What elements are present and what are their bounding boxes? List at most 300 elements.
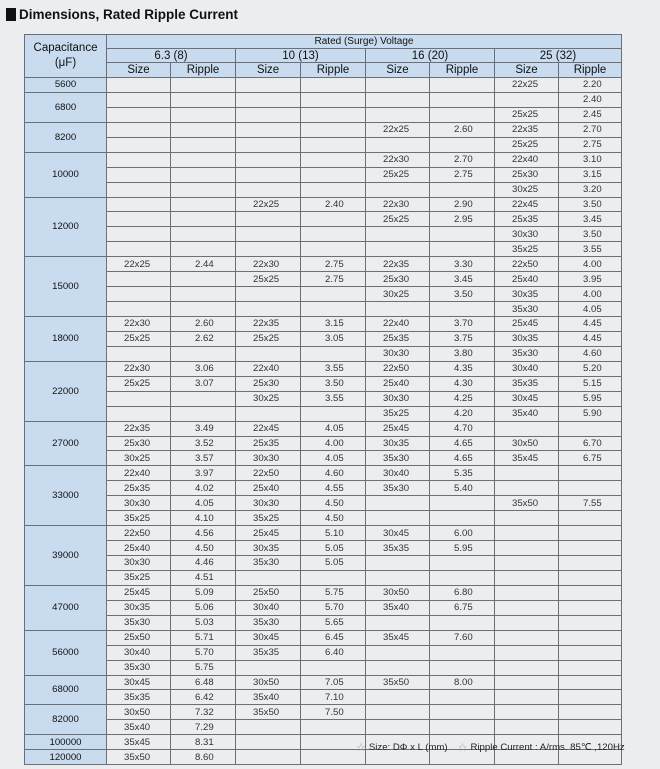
size-cell: [366, 720, 430, 735]
size-cell: [366, 137, 430, 152]
capacitance-cell: 68000: [25, 675, 107, 705]
ripple-cell: [430, 107, 495, 122]
size-cell: [495, 585, 559, 600]
capacitance-cell: 6800: [25, 92, 107, 122]
ripple-cell: [430, 690, 495, 705]
ripple-cell: 5.10: [301, 526, 366, 541]
ripple-cell: [301, 182, 366, 197]
size-cell: 22x30: [366, 152, 430, 167]
star-icon: ☆: [457, 742, 468, 754]
ripple-cell: 5.90: [559, 406, 622, 421]
size-cell: [366, 570, 430, 585]
table-row: [25, 585, 622, 600]
size-cell: [366, 242, 430, 257]
size-cell: 35x25: [366, 406, 430, 421]
size-cell: 22x25: [107, 257, 171, 272]
black-square-icon: [6, 8, 16, 21]
table-row: [25, 391, 622, 406]
ripple-cell: 5.05: [301, 541, 366, 556]
ripple-cell: 2.90: [430, 197, 495, 212]
size-cell: [495, 511, 559, 526]
size-cell: 30x40: [236, 600, 301, 615]
size-cell: [107, 152, 171, 167]
size-cell: [495, 421, 559, 436]
ripple-cell: 4.70: [430, 421, 495, 436]
ripple-cell: 2.40: [559, 92, 622, 107]
size-cell: 35x35: [366, 541, 430, 556]
ripple-cell: 3.10: [559, 152, 622, 167]
capacitance-cell: 27000: [25, 421, 107, 466]
size-cell: 30x35: [366, 436, 430, 451]
table-row: [25, 556, 622, 571]
ripple-cell: [171, 78, 236, 93]
size-cell: 25x40: [366, 376, 430, 391]
table-row: [25, 421, 622, 436]
ripple-cell: 2.45: [559, 107, 622, 122]
ripple-cell: 2.75: [301, 272, 366, 287]
size-cell: 35x25: [107, 511, 171, 526]
ripple-cell: 5.15: [559, 376, 622, 391]
ripple-cell: [559, 615, 622, 630]
size-cell: [366, 660, 430, 675]
size-cell: [495, 526, 559, 541]
size-cell: [236, 78, 301, 93]
ripple-cell: 2.60: [430, 122, 495, 137]
table-row: [25, 212, 622, 227]
size-cell: [236, 227, 301, 242]
table-row: [25, 122, 622, 137]
table-row: [25, 675, 622, 690]
size-cell: [236, 242, 301, 257]
size-cell: [236, 212, 301, 227]
size-cell: 25x30: [366, 272, 430, 287]
size-cell: 30x45: [107, 675, 171, 690]
ripple-cell: 4.65: [430, 451, 495, 466]
size-cell: 35x30: [107, 660, 171, 675]
ripple-cell: [430, 705, 495, 720]
ripple-cell: 6.70: [559, 436, 622, 451]
size-cell: [366, 302, 430, 317]
section-title: [6, 7, 238, 22]
size-cell: 30x30: [107, 496, 171, 511]
size-cell: 22x45: [495, 197, 559, 212]
ripple-cell: [430, 615, 495, 630]
size-cell: [495, 570, 559, 585]
ripple-cell: 3.45: [430, 272, 495, 287]
size-cell: 22x30: [236, 257, 301, 272]
ripple-cell: [301, 107, 366, 122]
ripple-cell: [430, 78, 495, 93]
size-cell: 35x25: [107, 570, 171, 585]
ripple-cell: 6.00: [430, 526, 495, 541]
rated-voltage-header: Rated (Surge) Voltage: [107, 35, 622, 49]
ripple-cell: 4.25: [430, 391, 495, 406]
ripple-cell: [430, 556, 495, 571]
size-cell: 30x50: [495, 436, 559, 451]
size-cell: 30x50: [236, 675, 301, 690]
ripple-cell: 4.60: [559, 346, 622, 361]
ripple-cell: 3.50: [430, 287, 495, 302]
table-row: [25, 615, 622, 630]
size-cell: 35x25: [236, 511, 301, 526]
star-icon: ☆: [356, 742, 366, 754]
ripple-cell: [559, 690, 622, 705]
ripple-cell: [559, 570, 622, 585]
ripple-cell: [430, 511, 495, 526]
size-cell: 35x50: [495, 496, 559, 511]
size-cell: 35x50: [366, 675, 430, 690]
table-row: [25, 302, 622, 317]
capacitance-cell: 100000: [25, 735, 107, 750]
ripple-cell: [430, 182, 495, 197]
size-cell: [366, 496, 430, 511]
size-cell: 30x45: [366, 526, 430, 541]
ripple-cell: 5.09: [171, 585, 236, 600]
size-cell: 25x45: [495, 317, 559, 332]
size-cell: 25x30: [495, 167, 559, 182]
capacitance-cell: 22000: [25, 361, 107, 421]
ripple-cell: 4.20: [430, 406, 495, 421]
ripple-cell: 4.56: [171, 526, 236, 541]
capacitance-cell: 56000: [25, 630, 107, 675]
size-cell: 30x50: [366, 585, 430, 600]
ripple-current-table: [24, 34, 625, 765]
table-row: [25, 197, 622, 212]
size-cell: 35x50: [236, 705, 301, 720]
size-cell: [107, 302, 171, 317]
size-header: Size: [366, 63, 430, 78]
ripple-cell: [559, 466, 622, 481]
ripple-cell: 3.75: [430, 331, 495, 346]
ripple-cell: 8.00: [430, 675, 495, 690]
ripple-cell: 5.75: [301, 585, 366, 600]
size-cell: 30x30: [495, 227, 559, 242]
size-cell: [236, 406, 301, 421]
size-cell: 35x50: [107, 750, 171, 765]
ripple-cell: 4.45: [559, 331, 622, 346]
ripple-cell: [430, 720, 495, 735]
size-cell: 25x25: [366, 212, 430, 227]
ripple-cell: [301, 287, 366, 302]
ripple-cell: 3.55: [301, 391, 366, 406]
size-cell: 35x30: [366, 451, 430, 466]
size-cell: 30x30: [236, 451, 301, 466]
ripple-cell: 2.70: [430, 152, 495, 167]
ripple-note: Ripple Current : A/rms. 85℃ ,120Hz: [470, 742, 625, 753]
ripple-cell: [301, 302, 366, 317]
table-row: [25, 600, 622, 615]
ripple-cell: 4.30: [430, 376, 495, 391]
size-cell: 35x30: [107, 615, 171, 630]
ripple-header: Ripple: [171, 63, 236, 78]
ripple-cell: 4.10: [171, 511, 236, 526]
size-cell: [107, 182, 171, 197]
ripple-cell: [301, 660, 366, 675]
size-cell: [236, 346, 301, 361]
ripple-cell: [171, 122, 236, 137]
ripple-cell: 6.75: [430, 600, 495, 615]
table-row: [25, 152, 622, 167]
size-cell: 30x45: [495, 391, 559, 406]
size-cell: 22x30: [366, 197, 430, 212]
size-cell: 35x40: [495, 406, 559, 421]
size-header: Size: [495, 63, 559, 78]
ripple-cell: 6.45: [301, 630, 366, 645]
size-cell: 35x35: [236, 645, 301, 660]
ripple-cell: 4.05: [559, 302, 622, 317]
table-row: [25, 272, 622, 287]
size-note: Size: DΦ x L (mm): [368, 742, 448, 753]
size-cell: [495, 660, 559, 675]
size-cell: [495, 615, 559, 630]
size-cell: 35x25: [495, 242, 559, 257]
size-cell: [107, 391, 171, 406]
size-cell: 22x40: [495, 152, 559, 167]
table-row: [25, 317, 622, 332]
size-cell: [107, 242, 171, 257]
size-cell: 25x50: [236, 585, 301, 600]
ripple-cell: 7.32: [171, 705, 236, 720]
ripple-cell: 5.65: [301, 615, 366, 630]
ripple-cell: [559, 481, 622, 496]
ripple-cell: 4.05: [301, 451, 366, 466]
ripple-cell: 3.15: [301, 317, 366, 332]
ripple-cell: 4.02: [171, 481, 236, 496]
table-row: [25, 570, 622, 585]
capacitance-header: Capacitance (μF): [25, 35, 107, 78]
table-row: [25, 466, 622, 481]
ripple-cell: 4.00: [559, 257, 622, 272]
size-cell: 30x45: [236, 630, 301, 645]
ripple-cell: [430, 496, 495, 511]
size-cell: [495, 466, 559, 481]
size-cell: 22x45: [236, 421, 301, 436]
capacitance-cell: 18000: [25, 317, 107, 362]
size-cell: 25x25: [107, 376, 171, 391]
size-cell: 25x35: [495, 212, 559, 227]
ripple-cell: 4.46: [171, 556, 236, 571]
ripple-cell: 3.50: [559, 227, 622, 242]
ripple-cell: [559, 526, 622, 541]
ripple-cell: [301, 406, 366, 421]
size-cell: 22x25: [236, 197, 301, 212]
size-cell: [495, 556, 559, 571]
table-body: [25, 78, 625, 765]
ripple-cell: [430, 242, 495, 257]
ripple-cell: [559, 421, 622, 436]
size-cell: 25x35: [107, 481, 171, 496]
table-row: [25, 376, 622, 391]
capacitance-cell: 47000: [25, 585, 107, 630]
size-cell: 30x25: [107, 451, 171, 466]
voltage-header-10: 10 (13): [236, 49, 366, 63]
ripple-cell: [559, 630, 622, 645]
ripple-cell: [430, 570, 495, 585]
size-cell: 25x25: [495, 137, 559, 152]
ripple-cell: 5.71: [171, 630, 236, 645]
ripple-header: Ripple: [430, 63, 495, 78]
ripple-cell: 5.05: [301, 556, 366, 571]
ripple-cell: [559, 600, 622, 615]
size-cell: 22x35: [366, 257, 430, 272]
size-cell: [107, 346, 171, 361]
ripple-cell: [171, 197, 236, 212]
size-cell: 25x25: [236, 331, 301, 346]
size-cell: [236, 660, 301, 675]
size-cell: 22x30: [107, 361, 171, 376]
size-cell: 30x40: [107, 645, 171, 660]
ripple-cell: 8.60: [171, 750, 236, 765]
ripple-cell: 2.40: [301, 197, 366, 212]
size-cell: [366, 92, 430, 107]
ripple-cell: 3.15: [559, 167, 622, 182]
ripple-cell: 4.00: [301, 436, 366, 451]
size-cell: 25x50: [107, 630, 171, 645]
size-cell: 35x45: [495, 451, 559, 466]
ripple-header: Ripple: [301, 63, 366, 78]
ripple-cell: 6.80: [430, 585, 495, 600]
size-cell: 25x45: [236, 526, 301, 541]
size-cell: 35x30: [236, 615, 301, 630]
ripple-cell: [301, 78, 366, 93]
ripple-cell: 8.31: [171, 735, 236, 750]
ripple-cell: [171, 107, 236, 122]
size-cell: [236, 137, 301, 152]
table-row: [25, 436, 622, 451]
ripple-cell: 7.60: [430, 630, 495, 645]
voltage-header-16: 16 (20): [366, 49, 495, 63]
size-cell: [366, 511, 430, 526]
size-cell: [236, 182, 301, 197]
ripple-cell: [301, 167, 366, 182]
size-cell: 30x25: [366, 287, 430, 302]
ripple-cell: 4.50: [301, 496, 366, 511]
size-cell: [107, 137, 171, 152]
table-row: [25, 511, 622, 526]
ripple-cell: 3.55: [301, 361, 366, 376]
table-row: [25, 167, 622, 182]
ripple-cell: 6.42: [171, 690, 236, 705]
size-cell: [495, 481, 559, 496]
ripple-cell: 7.29: [171, 720, 236, 735]
size-cell: [366, 78, 430, 93]
size-cell: [107, 122, 171, 137]
ripple-cell: 7.55: [559, 496, 622, 511]
table-row: [25, 346, 622, 361]
capacitance-cell: 15000: [25, 257, 107, 317]
ripple-cell: [171, 406, 236, 421]
size-header: Size: [107, 63, 171, 78]
table-row: [25, 406, 622, 421]
size-cell: [495, 690, 559, 705]
capacitance-cell: 82000: [25, 705, 107, 735]
size-cell: 30x35: [107, 600, 171, 615]
size-cell: 30x30: [107, 556, 171, 571]
size-cell: [366, 615, 430, 630]
ripple-cell: [559, 660, 622, 675]
ripple-cell: 2.75: [301, 257, 366, 272]
table-row: [25, 137, 622, 152]
ripple-cell: 7.10: [301, 690, 366, 705]
size-cell: 30x30: [366, 346, 430, 361]
ripple-cell: 2.70: [559, 122, 622, 137]
size-cell: 25x40: [495, 272, 559, 287]
size-cell: 35x30: [236, 556, 301, 571]
size-cell: [236, 92, 301, 107]
size-cell: [236, 107, 301, 122]
size-cell: [366, 227, 430, 242]
table-row: [25, 720, 622, 735]
size-cell: 25x45: [366, 421, 430, 436]
size-cell: 22x35: [107, 421, 171, 436]
size-cell: 25x35: [236, 436, 301, 451]
ripple-cell: [559, 556, 622, 571]
ripple-cell: 5.95: [430, 541, 495, 556]
ripple-cell: [171, 242, 236, 257]
ripple-cell: [430, 137, 495, 152]
ripple-cell: 5.20: [559, 361, 622, 376]
ripple-cell: 4.00: [559, 287, 622, 302]
size-cell: [236, 750, 301, 765]
ripple-cell: [301, 227, 366, 242]
size-cell: [366, 107, 430, 122]
size-cell: 25x45: [107, 585, 171, 600]
ripple-cell: 3.55: [559, 242, 622, 257]
size-cell: 25x40: [236, 481, 301, 496]
table-footnote: [356, 741, 625, 754]
size-cell: 35x45: [366, 630, 430, 645]
table-row: [25, 227, 622, 242]
size-cell: 22x35: [495, 122, 559, 137]
table-row: [25, 257, 622, 272]
size-cell: [107, 167, 171, 182]
table-row: [25, 660, 622, 675]
ripple-cell: [301, 346, 366, 361]
ripple-cell: [559, 585, 622, 600]
capacitance-cell: 8200: [25, 122, 107, 152]
ripple-cell: 5.06: [171, 600, 236, 615]
capacitance-cell: 120000: [25, 750, 107, 765]
size-cell: 22x50: [107, 526, 171, 541]
voltage-header-25: 25 (32): [495, 49, 622, 63]
size-cell: 22x50: [495, 257, 559, 272]
ripple-cell: [171, 302, 236, 317]
ripple-cell: 4.51: [171, 570, 236, 585]
size-cell: 35x40: [107, 720, 171, 735]
size-cell: [495, 645, 559, 660]
ripple-cell: 4.05: [171, 496, 236, 511]
ripple-cell: 4.35: [430, 361, 495, 376]
table-row: [25, 645, 622, 660]
ripple-cell: 3.50: [301, 376, 366, 391]
ripple-cell: 3.49: [171, 421, 236, 436]
voltage-header-6-3: 6.3 (8): [107, 49, 236, 63]
size-cell: [366, 182, 430, 197]
ripple-cell: [171, 227, 236, 242]
table-row: [25, 451, 622, 466]
size-cell: 22x30: [107, 317, 171, 332]
size-cell: [495, 600, 559, 615]
capacitance-cell: 33000: [25, 466, 107, 526]
ripple-cell: [171, 346, 236, 361]
size-cell: 35x30: [366, 481, 430, 496]
size-cell: [107, 197, 171, 212]
size-cell: [107, 78, 171, 93]
ripple-cell: 3.70: [430, 317, 495, 332]
ripple-cell: 3.07: [171, 376, 236, 391]
size-cell: 25x25: [366, 167, 430, 182]
ripple-cell: [559, 645, 622, 660]
